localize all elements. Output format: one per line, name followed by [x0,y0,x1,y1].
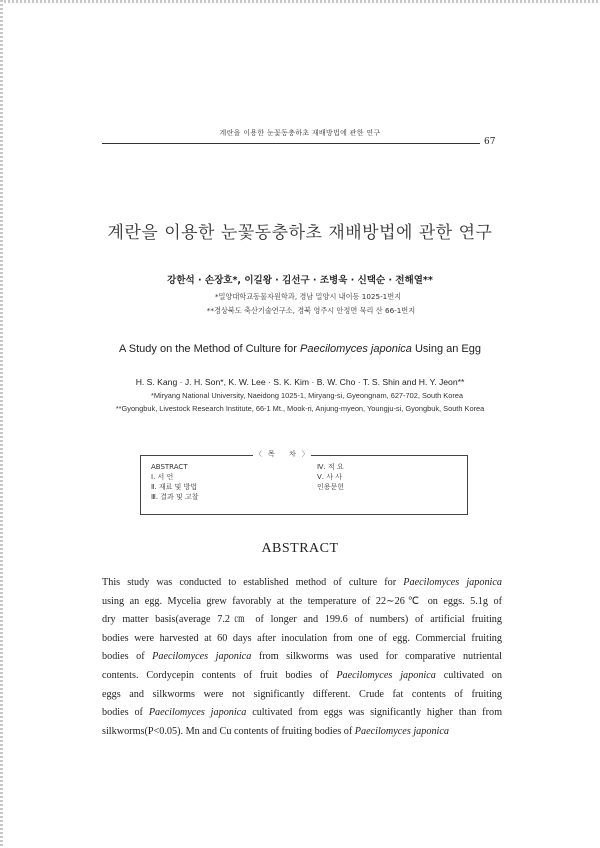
toc-item: Ⅲ. 결과 및 고찰 [151,493,199,501]
toc-column-left [151,462,199,502]
abstract-text: cultivated on [435,669,502,681]
species-name: Paecilomyces japonica [148,707,247,719]
species-name: Paecilomyces japonica [354,725,449,737]
abstract-line [102,686,502,705]
toc-title: 〈 목 차 〉 [253,449,311,459]
abstract-text: bodies of [102,707,149,719]
abstract-line [102,574,502,593]
species-name: Paecilomyces japonica [336,669,436,681]
abstract-line [102,704,502,723]
english-affiliation-1: *Miryang National University, Naeidong 1025-1, Miryang-si, Gyeongnam, 627-702, South Korea [150,391,464,400]
korean-affiliation-1: *밀양대학교동물자원학과, 경남 밀양시 내이동 1025-1번지 [214,292,402,301]
english-title-suffix: Using an Egg [411,343,481,355]
english-title-prefix: A Study on the Method of Culture for [119,343,300,355]
abstract-line [102,648,502,667]
page-edge-top [0,0,600,3]
abstract-line [102,667,502,686]
page-number: 67 [484,137,496,147]
abstract-text: dry matter basis(average 7.2㎝ of longer and 199.6 of numbers) of artificial fruiting [102,614,502,626]
abstract-text: eggs and silkworms were not significantly different. Crude fat contents of fruiting [102,688,502,700]
toc-item: ABSTRACT [151,463,188,471]
abstract-text: bodies were harvested at 60 days after inoculation from one of egg. Commercial fruiting [102,632,502,644]
english-authors: H. S. Kang · J. H. Son*, K. W. Lee · S. K. Kim · B. W. Cho · T. S. Shin and H. Y. Jeon** [135,377,465,387]
toc-item: Ⅳ. 적 요 [317,463,344,471]
toc-item: Ⅴ. 사 사 [317,473,342,481]
abstract-line [102,593,502,612]
abstract-line [102,723,502,742]
header-rule [102,143,480,144]
species-name: Paecilomyces japonica [403,577,502,588]
abstract-text: cultivated from eggs was significantly higher than from [246,707,502,719]
abstract-text: contents. Cordycepin contents of fruit bodies of [102,669,337,681]
english-affiliation-2: **Gyongbuk, Livestock Research Institute, 66-1 Mt., Mook-ri, Anjung-myeon, Youngju-si, Gyongbuk, South Korea [115,404,485,413]
abstract-line [102,611,502,630]
korean-affiliation-2: **경상북도 축산기술연구소, 경북 영주시 안정면 묵리 산 66-1번지 [206,306,416,315]
korean-title: 계란을 이용한 눈꽃동충하초 재배방법에 관한 연구 [107,223,493,243]
toc-item: Ⅱ. 재료 및 방법 [151,483,198,491]
korean-authors: 강한석 · 손장호*, 이길왕 · 김선구 · 조병욱 · 신택순 · 전해열** [167,275,433,286]
abstract-text: silkworms(P<0.05). Mn and Cu contents of fruiting bodies of [102,725,355,737]
abstract-text: This study was conducted to established method of culture for [102,577,404,588]
english-title-species: Paecilomyces japonica [300,343,412,355]
english-title [0,343,600,355]
table-of-contents [140,450,468,515]
running-head: 계란을 이용한 눈꽃동충하초 재배방법에 관한 연구 [219,129,381,137]
abstract-line [102,630,502,649]
toc-column-right [317,462,344,492]
abstract-body [102,574,502,741]
abstract-text: using an egg. Mycelia grew favorably at the temperature of 22∼26℃ on eggs. 5.1g of [102,595,502,607]
toc-item: 인용문헌 [317,483,345,491]
abstract-text: from silkworms was used for comparative nutriental [251,651,502,663]
abstract-text: bodies of [102,651,153,663]
toc-item: Ⅰ. 서 언 [151,473,174,481]
abstract-heading: ABSTRACT [261,541,339,556]
species-name: Paecilomyces japonica [152,651,252,663]
